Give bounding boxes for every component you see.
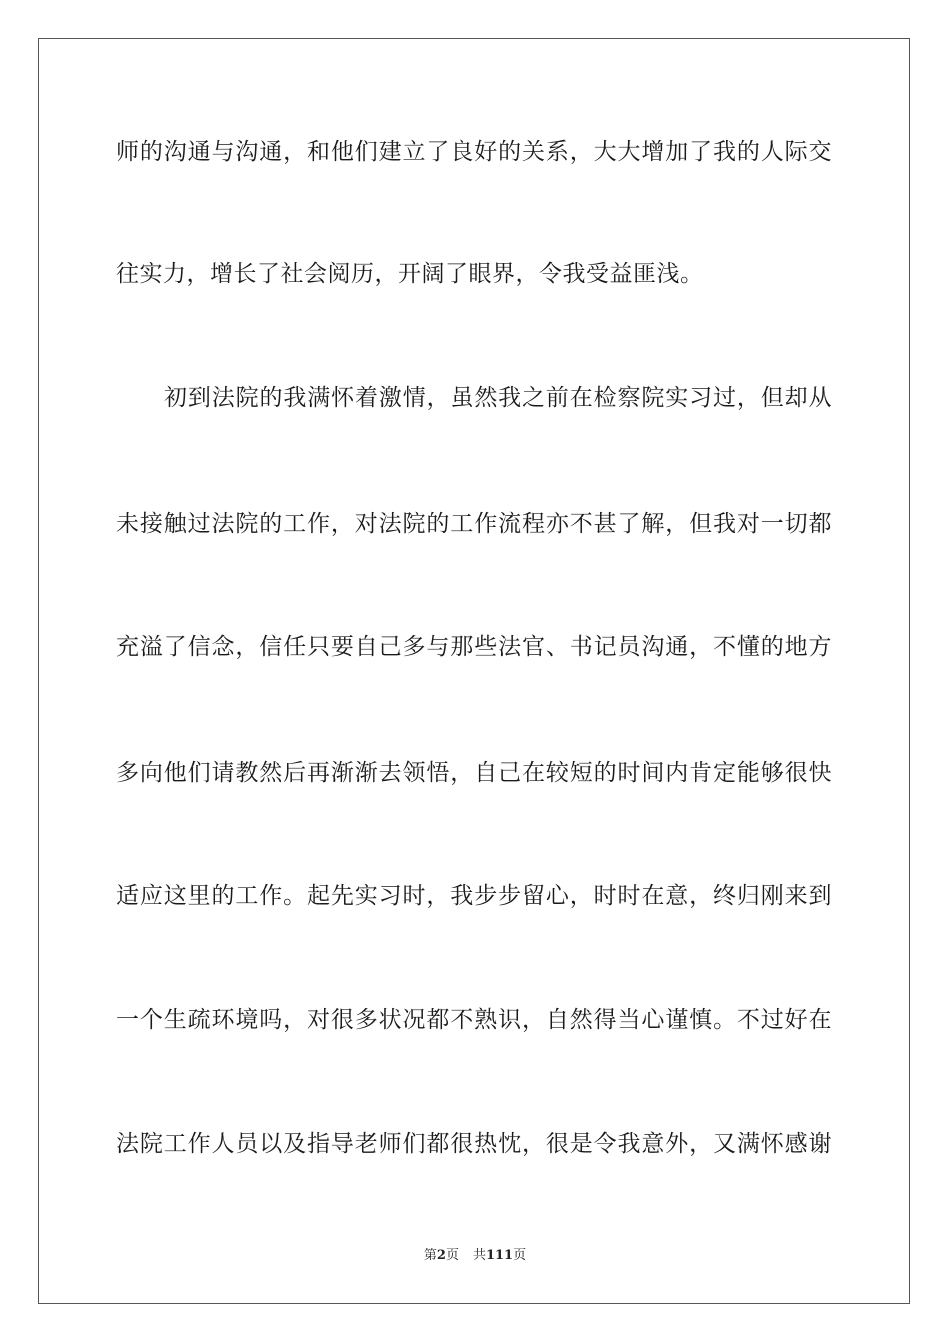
text-line-2: 往实力，增长了社会阅历，开阔了眼界，令我受益匪浅。 <box>116 261 704 287</box>
footer-page-number: 2 <box>436 1248 446 1263</box>
text-line-6: 多向他们请教然后再渐渐去领悟，自己在较短的时间内肯定能够很快 <box>116 760 832 786</box>
footer-total-pages: 111 <box>485 1248 514 1263</box>
text-line-7: 适应这里的工作。起先实习时，我步步留心，时时在意，终归刚来到 <box>116 883 832 909</box>
text-line-8: 一个生疏环境吗，对很多状况都不熟识，自然得当心谨慎。不过好在 <box>116 1007 832 1033</box>
page-border <box>38 38 910 1304</box>
text-line-5: 充溢了信念，信任只要自己多与那些法官、书记员沟通，不懂的地方 <box>116 634 832 660</box>
footer-page-prefix: 第 <box>423 1248 437 1263</box>
text-line-3-paragraph-start: 初到法院的我满怀着激情，虽然我之前在检察院实习过，但却从 <box>164 385 832 411</box>
page-footer <box>0 1248 950 1264</box>
text-line-1: 师的沟通与沟通，和他们建立了良好的关系，大大增加了我的人际交 <box>116 139 832 165</box>
footer-page-suffix: 页 <box>445 1248 459 1263</box>
footer-total-suffix: 页 <box>513 1248 527 1263</box>
footer-total-prefix: 共 <box>472 1248 486 1263</box>
text-line-9: 法院工作人员以及指导老师们都很热忱，很是令我意外，又满怀感谢 <box>116 1131 832 1157</box>
text-line-4: 未接触过法院的工作，对法院的工作流程亦不甚了解，但我对一切都 <box>116 511 832 537</box>
